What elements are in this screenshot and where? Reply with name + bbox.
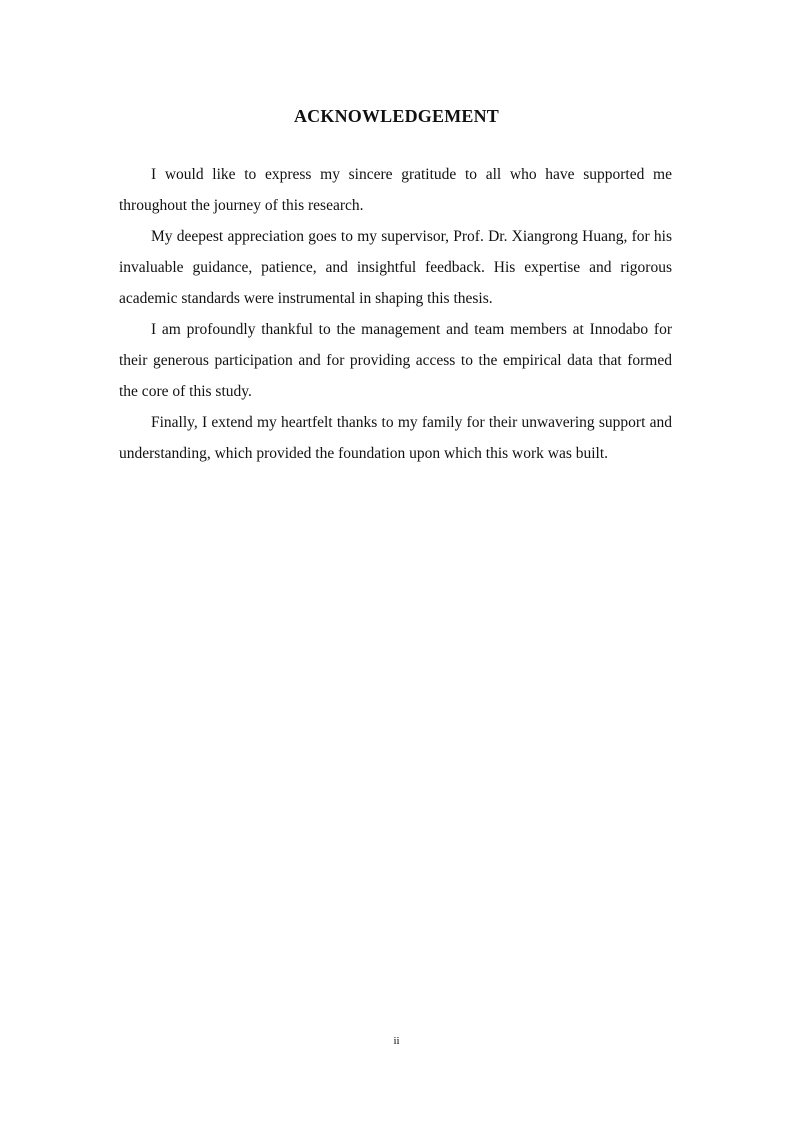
- page-title: ACKNOWLEDGEMENT: [293, 106, 500, 126]
- paragraph-family: Finally, I extend my heartfelt thanks to my family for their unwavering support and understanding, which provided the foundation upon which this work was built.: [119, 414, 672, 462]
- acknowledgement-body: [119, 159, 672, 469]
- paragraph-supervisor: My deepest appreciation goes to my supervisor, Prof. Dr. Xiangrong Huang, for his invaluable guidance, patience, and insightful feedback. His expertise and rigorous academic standards were instrumental in shaping this thesis.: [119, 228, 672, 307]
- page-number: ii: [393, 1035, 400, 1047]
- paragraph-company: I am profoundly thankful to the management and team members at Innodabo for their generous participation and for providing access to the empirical data that formed the core of this study.: [119, 321, 672, 400]
- paragraph-gratitude: I would like to express my sincere gratitude to all who have supported me throughout the journey of this research.: [119, 166, 672, 214]
